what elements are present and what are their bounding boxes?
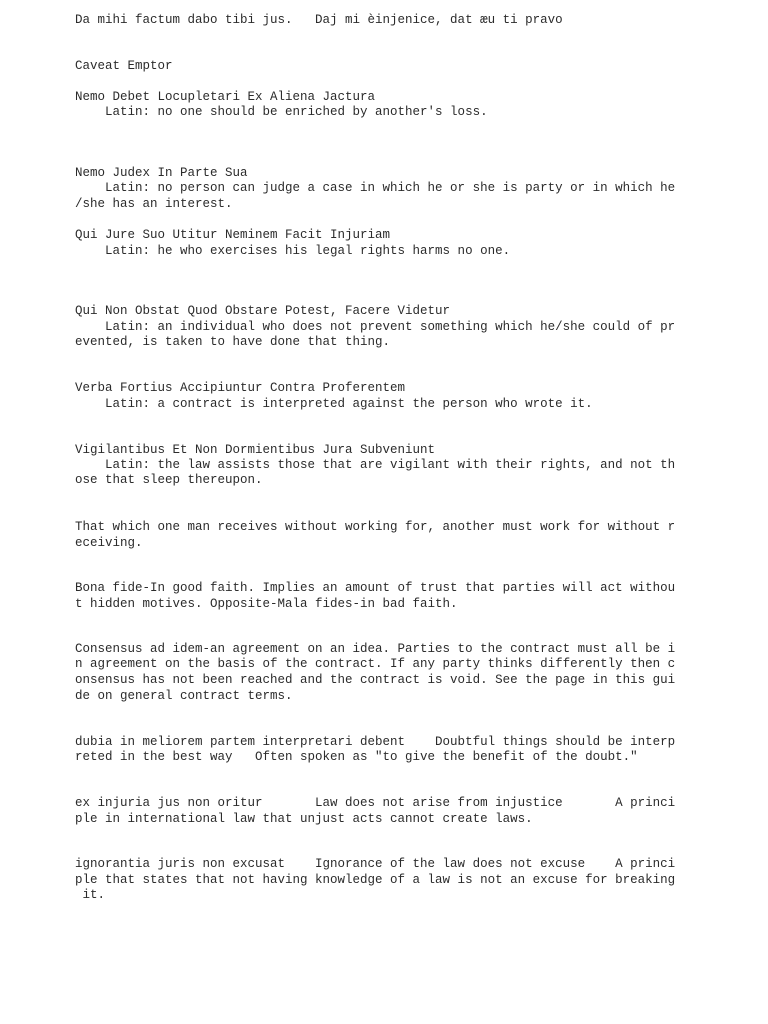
document-line: Latin: he who exercises his legal rights harms no one. [75, 244, 511, 258]
document-line: t hidden motives. Opposite-Mala fides-in bad faith. [75, 597, 458, 611]
document-line: Latin: no one should be enriched by another's loss. [75, 105, 488, 119]
document-line: Latin: a contract is interpreted against the person who wrote it. [75, 397, 593, 411]
document-line: eceiving. [75, 536, 143, 550]
document-line: Qui Non Obstat Quod Obstare Potest, Facere Videtur [75, 304, 451, 318]
document-line: Caveat Emptor [75, 59, 173, 73]
document-line: reted in the best way Often spoken as "to give the benefit of the doubt." [75, 750, 638, 764]
document-line: ignorantia juris non excusat Ignorance of the law does not excuse A princi [75, 857, 676, 871]
document-line: Da mihi factum dabo tibi jus. Daj mi èinjenice, dat æu ti pravo [75, 13, 563, 27]
document-line: /she has an interest. [75, 197, 233, 211]
document-line: Consensus ad idem-an agreement on an idea. Parties to the contract must all be i [75, 642, 676, 656]
document-line: evented, is taken to have done that thing. [75, 335, 391, 349]
document-line: Latin: an individual who does not prevent something which he/she could of pr [75, 320, 676, 334]
document-line: de on general contract terms. [75, 689, 293, 703]
document-line: ose that sleep thereupon. [75, 473, 263, 487]
document-line: Latin: the law assists those that are vigilant with their rights, and not th [75, 458, 676, 472]
document-line: Nemo Judex In Parte Sua [75, 166, 248, 180]
document-line: That which one man receives without working for, another must work for without r [75, 520, 676, 534]
document-line: Qui Jure Suo Utitur Neminem Facit Injuriam [75, 228, 391, 242]
document-line: ple that states that not having knowledge of a law is not an excuse for breaking [75, 873, 676, 887]
document-line: onsensus has not been reached and the contract is void. See the page in this gui [75, 673, 676, 687]
document-line: Vigilantibus Et Non Dormientibus Jura Subveniunt [75, 443, 436, 457]
document-line: ple in international law that unjust acts cannot create laws. [75, 812, 533, 826]
document-line: it. [75, 888, 106, 902]
document-line: ex injuria jus non oritur Law does not arise from injustice A princi [75, 796, 676, 810]
document-line: Nemo Debet Locupletari Ex Aliena Jactura [75, 90, 376, 104]
document-line: Latin: no person can judge a case in which he or she is party or in which he [75, 181, 676, 195]
document-line: n agreement on the basis of the contract. If any party thinks differently then c [75, 657, 676, 671]
document-line: dubia in meliorem partem interpretari debent Doubtful things should be interp [75, 735, 676, 749]
document-line: Bona fide-In good faith. Implies an amount of trust that parties will act withou [75, 581, 676, 595]
document-line: Verba Fortius Accipiuntur Contra Proferentem [75, 381, 406, 395]
